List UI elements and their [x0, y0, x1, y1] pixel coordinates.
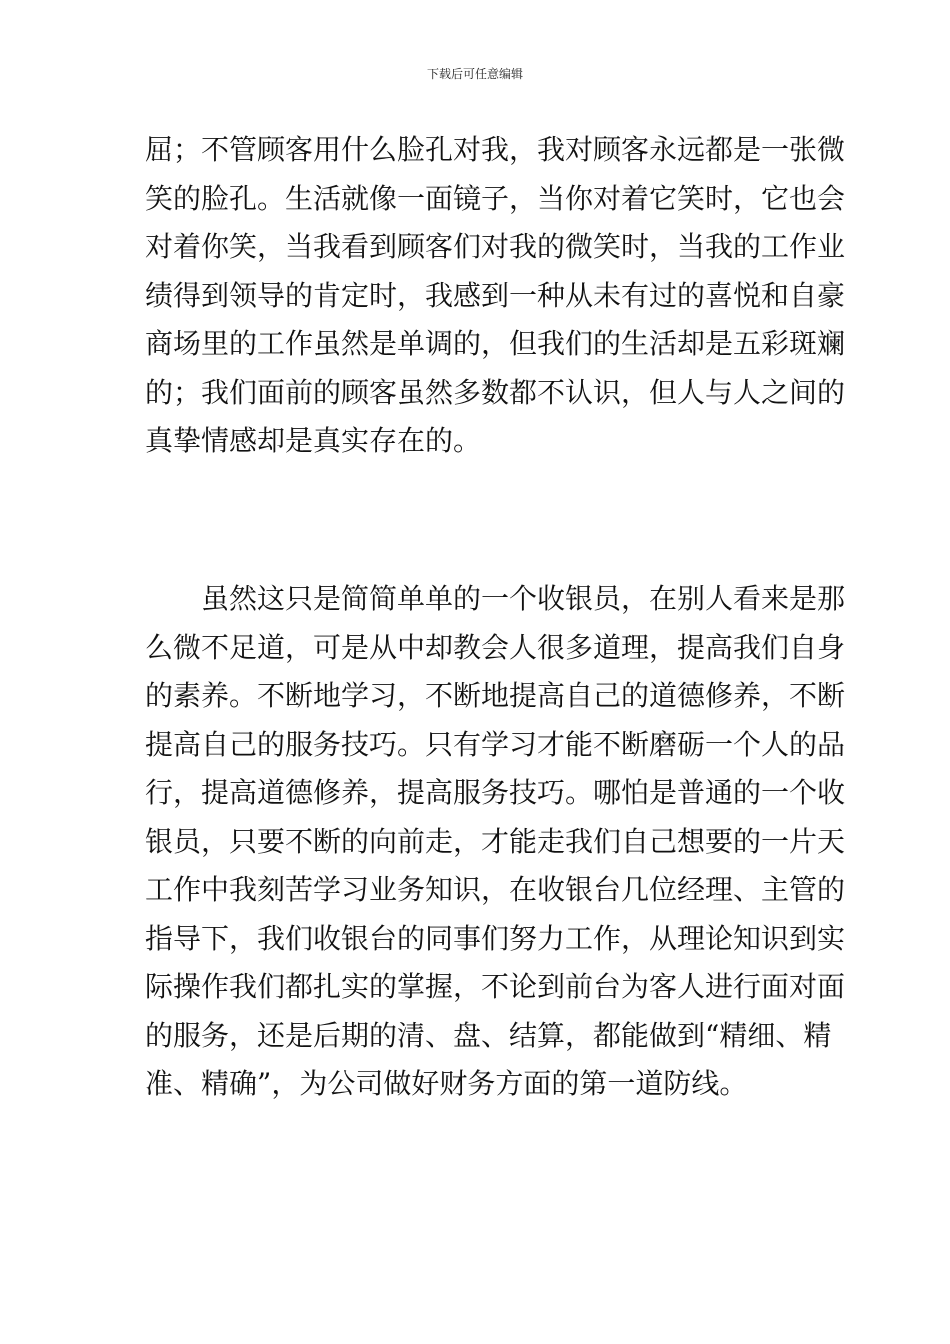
page-header: 下载后可任意编辑 [426, 67, 523, 81]
paragraph-line: 屈；不管顾客用什么脸孔对我，我对顾客永远都是一张微 [145, 133, 846, 166]
paragraph-line: 准、精确”，为公司做好财务方面的第一道防线。 [145, 1067, 748, 1100]
paragraph-line: 银员，只要不断的向前走，才能走我们自己想要的一片天 [145, 824, 846, 858]
paragraph-line: 的；我们面前的顾客虽然多数都不认识，但人与人之间的 [145, 375, 846, 409]
paragraph-line: 的服务，还是后期的清、盘、结算，都能做到“精细、精 [145, 1018, 832, 1052]
paragraph-line: 对着你笑，当我看到顾客们对我的微笑时，当我的工作业 [145, 230, 846, 263]
paragraph-line: 际操作我们都扎实的掌握，不论到前台为客人进行面对面 [145, 970, 846, 1003]
paragraph-line: 真挚情感却是真实存在的。 [145, 424, 482, 457]
paragraph-line: 提高自己的服务技巧。只有学习才能不断磨砺一个人的品 [145, 727, 846, 761]
paragraph-line: 笑的脸孔。生活就像一面镜子，当你对着它笑时，它也会 [145, 181, 846, 215]
paragraph-1 [145, 126, 846, 466]
paragraph-line: 商场里的工作虽然是单调的，但我们的生活却是五彩斑斓 [145, 327, 846, 360]
paragraph-line: 行，提高道德修养，提高服务技巧。哪怕是普通的一个收 [145, 776, 846, 809]
paragraph-line: 虽然这只是简简单单的一个收银员，在别人看来是那 [201, 582, 846, 615]
paragraph-line: 绩得到领导的肯定时，我感到一种从未有过的喜悦和自豪 [145, 278, 846, 312]
paragraph-line: 工作中我刻苦学习业务知识，在收银台几位经理、主管的 [145, 873, 846, 906]
paragraph-line: 指导下，我们收银台的同事们努力工作，从理论知识到实 [145, 921, 846, 955]
paragraph-2 [145, 575, 846, 1109]
paragraph-line: 的素养。不断地学习，不断地提高自己的道德修养，不断 [145, 679, 846, 712]
paragraph-line: 么微不足道，可是从中却教会人很多道理，提高我们自身 [145, 630, 846, 664]
